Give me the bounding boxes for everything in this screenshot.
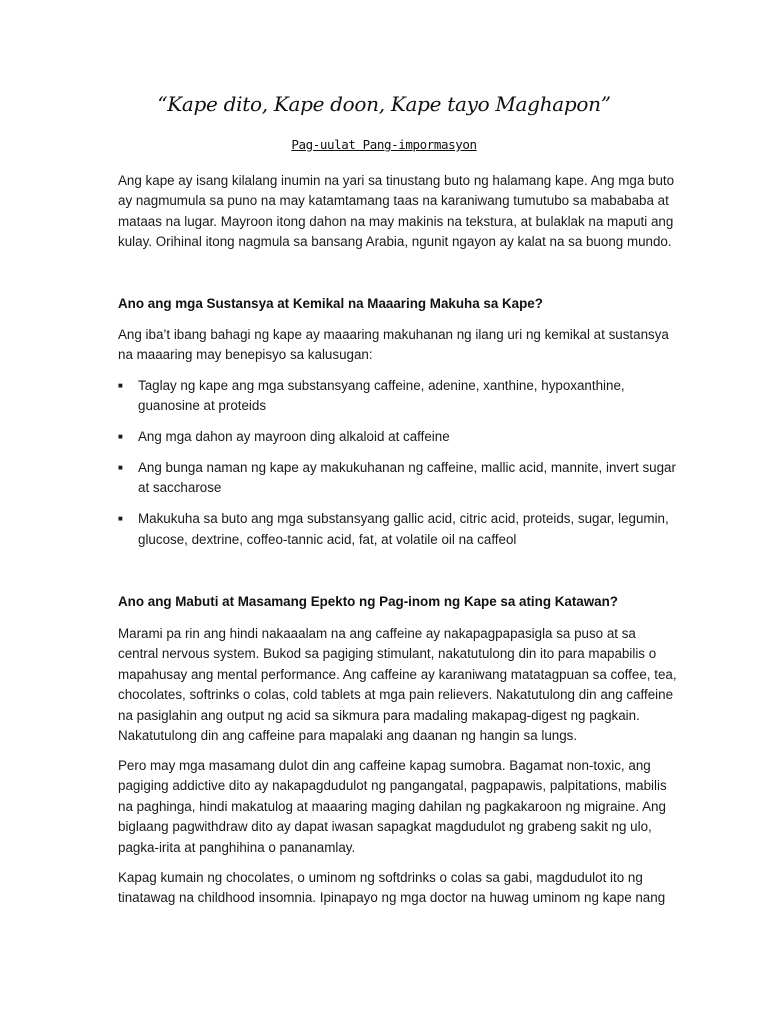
- bullet-text: Makukuha sa buto ang mga substansyang gallic acid, citric acid, proteids, sugar, legumin, glucose, dextrine, coffeo-tannic acid, fat, at volatile oil na caffeol: [138, 511, 669, 547]
- list-item: [118, 509, 678, 550]
- section-heading-effects: Ano ang Mabuti at Masamang Epekto ng Pag-inom ng Kape sa ating Katawan?: [118, 594, 618, 609]
- bullet-square-icon: ■: [118, 514, 123, 524]
- bullet-square-icon: ■: [118, 381, 123, 390]
- section-heading-nutrients: Ano ang mga Sustansya at Kemikal na Maaaring Makuha sa Kape?: [118, 296, 543, 311]
- list-item: [118, 458, 678, 499]
- bullet-square-icon: ■: [118, 432, 123, 442]
- document-title: “Kape dito, Kape doon, Kape tayo Maghapon”: [157, 92, 611, 116]
- intro-paragraph: Ang kape ay isang kilalang inumin na yari sa tinustang buto ng halamang kape. Ang mga buto ay nagmumula sa puno na may katamtamang taas na karaniwang tumutubo sa mabababa at mataas na lugar. Mayroon itong dahon na may makinis na tekstura, at bulaklak na maputi ang kulay. Orihinal itong nagmula sa bansang Arabia, ngunit ngayon ay kalat na sa buong mundo.: [118, 173, 675, 250]
- list-item: [118, 376, 678, 417]
- section-intro-paragraph: Ang iba’t ibang bahagi ng kape ay maaaring makuhanan ng ilang uri ng kemikal at sustansya na maaaring may benepisyo sa kalusugan:: [118, 327, 669, 363]
- bullet-text: Taglay ng kape ang mga substansyang caffeine, adenine, xanthine, hypoxanthine, guanosine at proteids: [138, 378, 625, 414]
- bullet-text: Ang bunga naman ng kape ay makukuhanan ng caffeine, mallic acid, mannite, invert sugar at saccharose: [138, 460, 676, 496]
- bullet-square-icon: ■: [118, 463, 123, 472]
- list-item: [118, 427, 678, 447]
- document-subtitle: Pag-uulat Pang-impormasyon: [291, 137, 477, 152]
- effects-paragraph-benefits: Marami pa rin ang hindi nakaaalam na ang caffeine ay nakapagpapasigla sa puso at sa central nervous system. Bukod sa pagiging stimulant, nakatutulong din ito para mapabilis o mapahusay ang mental performance. Ang caffeine ay karaniwang matatagpuan sa coffee, tea, chocolates, softrinks o colas, cold tablets at mga pain relievers. Nakatutulong din ang caffeine na pasiglahin ang output ng acid sa sikmura para madaling makapag-digest ng pagkain. Nakatutulong din ang caffeine para mapalaki ang daanan ng hangin sa lungs.: [118, 626, 677, 744]
- bullet-text: Ang mga dahon ay mayroon ding alkaloid at caffeine: [138, 429, 450, 445]
- effects-paragraph-harms: Pero may mga masamang dulot din ang caffeine kapag sumobra. Bagamat non-toxic, ang pagiging addictive dito ay nakapagdudulot ng pangangatal, pagpapawis, palpitations, mabilis na paghinga, hindi makatulog at maaaring maging dahilan ng pagkakaroon ng migraine. Ang biglaang pagwithdraw dito ay dapat iwasan sapagkat magdudulot ng grabeng sakit ng ulo, pagka-irita at panghihina o pananamlay.: [118, 758, 667, 855]
- nutrient-bullet-list: [118, 376, 678, 560]
- effects-paragraph-insomnia: Kapag kumain ng chocolates, o uminom ng softdrinks o colas sa gabi, magdudulot ito ng tinatawag na childhood insomnia. Ipinapayo ng mga doctor na huwag uminom ng kape nang: [118, 870, 666, 906]
